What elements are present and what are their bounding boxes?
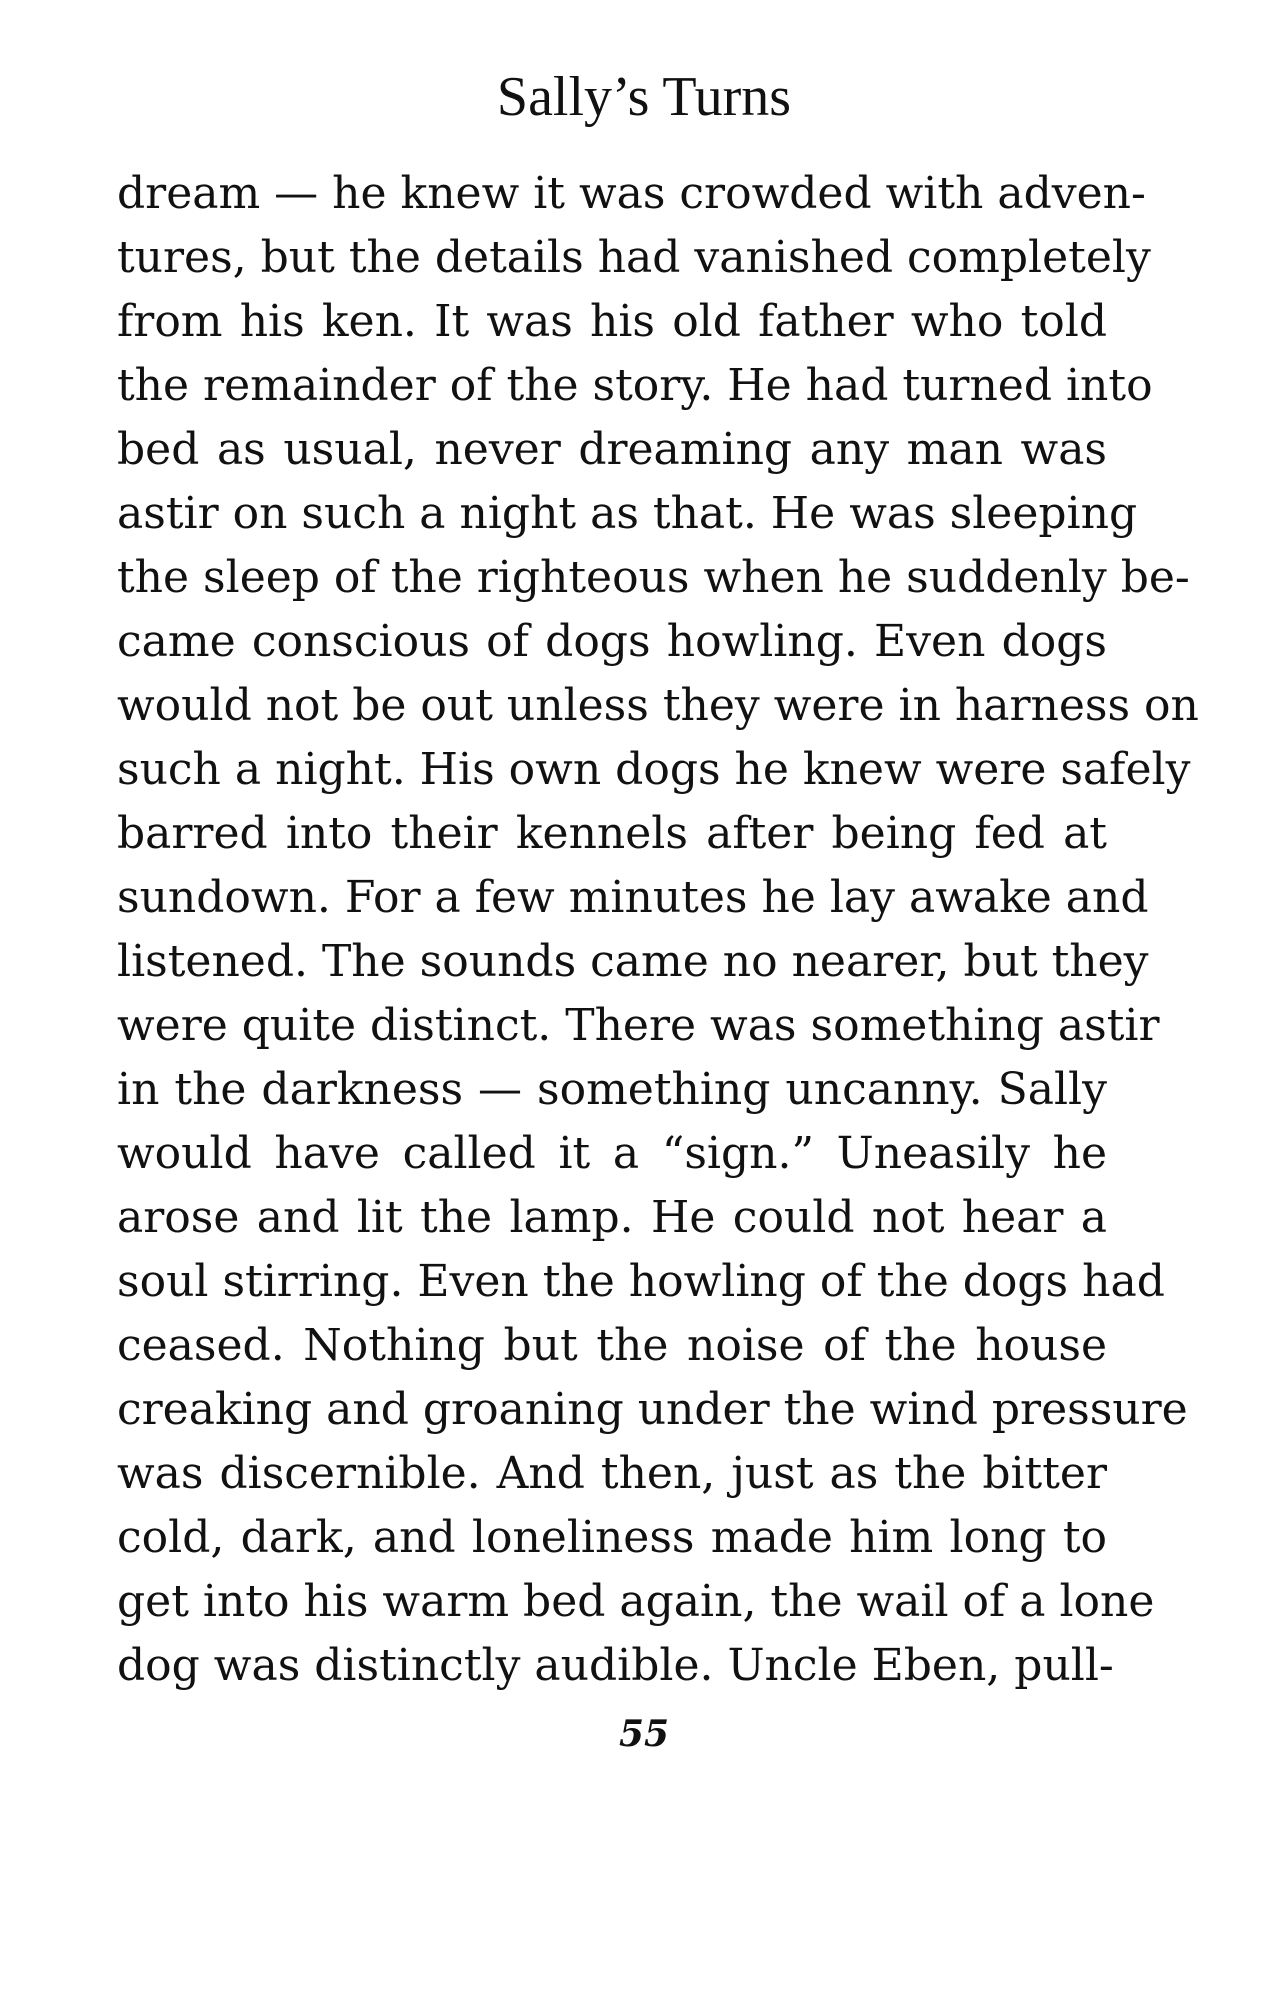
text-line: sundown. For a few minutes he lay awake and: [117, 872, 1149, 923]
text-line: tures, but the details had vanished completely: [117, 232, 1151, 283]
text-line: such a night. His own dogs he knew were safely: [117, 744, 1191, 795]
text-line: would not be out unless they were in harness on: [117, 680, 1199, 731]
page-number: 55: [618, 1713, 670, 1755]
text-line: in the darkness — something uncanny. Sally: [117, 1064, 1107, 1115]
text-line: dream — he knew it was crowded with adven-: [117, 168, 1146, 219]
text-line: the remainder of the story. He had turned into: [117, 360, 1153, 411]
text-line: were quite distinct. There was something astir: [117, 1000, 1160, 1051]
text-line: came conscious of dogs howling. Even dogs: [117, 616, 1107, 667]
text-line: the sleep of the righteous when he suddenly be-: [117, 552, 1190, 603]
text-line: cold, dark, and loneliness made him long to: [117, 1512, 1107, 1563]
text-line: ceased. Nothing but the noise of the house: [117, 1320, 1107, 1371]
running-title: Sally’s Turns: [496, 66, 792, 128]
text-line: get into his warm bed again, the wail of a lone: [117, 1576, 1155, 1627]
text-line: from his ken. It was his old father who told: [117, 296, 1107, 347]
text-line: creaking and groaning under the wind pressure: [117, 1384, 1188, 1435]
body-text: [117, 162, 1199, 1698]
text-line: was discernible. And then, just as the bitter: [117, 1448, 1107, 1499]
text-line: barred into their kennels after being fed at: [117, 808, 1107, 859]
text-line: bed as usual, never dreaming any man was: [117, 424, 1107, 475]
text-line: soul stirring. Even the howling of the dogs had: [117, 1256, 1165, 1307]
text-line: dog was distinctly audible. Uncle Eben, pull-: [117, 1640, 1114, 1691]
text-line: arose and lit the lamp. He could not hear a: [117, 1192, 1107, 1243]
text-line: would have called it a “sign.” Uneasily he: [117, 1128, 1107, 1179]
text-line: astir on such a night as that. He was sleeping: [117, 488, 1138, 539]
text-line: listened. The sounds came no nearer, but they: [117, 936, 1149, 987]
